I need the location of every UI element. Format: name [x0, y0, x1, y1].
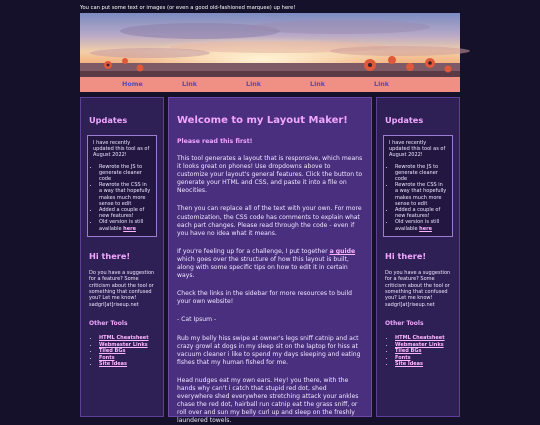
hi-text: Do you have a suggestion for a feature? Some criticism about the tool or something that confused you? Let me know! sadgrl[at]riseup.net	[385, 269, 451, 308]
hi-heading: Hi there!	[89, 250, 131, 261]
guide-text-before: If you're feeling up for a challenge, I put together	[177, 247, 330, 255]
nav-link-3[interactable]: Link	[246, 80, 262, 88]
left-sidebar	[80, 97, 164, 417]
old-version-link[interactable]: here	[123, 225, 136, 232]
updates-box	[383, 135, 453, 237]
hi-text: Do you have a suggestion for a feature? Some criticism about the tool or something that confused you? Let me know! sadgrl[at]riseup.net	[89, 269, 155, 308]
old-version-text: Old version is still available	[395, 219, 440, 232]
updates-item: • Rewrote the JS to generate cleaner code	[99, 164, 151, 183]
updates-item: • Rewrote the CSS in a way that hopefully makes much more sense to edit	[395, 182, 447, 207]
tool-link-site-ideas[interactable]: Site Ideas	[99, 361, 128, 368]
tool-link-webmaster-links[interactable]: Webmaster Links	[99, 341, 148, 348]
read-first-heading: Please read this first!	[177, 138, 253, 145]
other-tools-heading: Other Tools	[89, 320, 128, 328]
cat-ipsum-paragraph-1: Rub my belly hiss swipe at owner's legs sniff catnip and act crazy growl at dogs in my sleep sit on the laptop for hiss at vacuum cleaner i like to spend my days sleeping and eating fishes that my human fished for me.	[177, 334, 361, 366]
cat-ipsum-heading: - Cat Ipsum -	[177, 316, 217, 324]
updates-heading: Updates	[385, 115, 424, 125]
guide-text-after: which goes over the structure of how this layout is built, along with some specific tips on how to edit it in certain ways.	[177, 255, 349, 280]
updates-item: • Added a couple of new features!	[99, 207, 151, 219]
top-navigation	[80, 77, 460, 92]
updates-heading: Updates	[89, 115, 128, 125]
guide-link[interactable]: a guide	[329, 247, 356, 255]
customization-paragraph: Then you can replace all of the text with your own. For more customization, the CSS code has comments to explain what each part changes. Please read through the code - even if you have no idea what it means.	[177, 205, 362, 237]
other-tools-heading: Other Tools	[385, 320, 424, 328]
updates-item-old-version	[99, 219, 151, 231]
sunset-flowers-image	[80, 13, 460, 77]
top-banner-text: You can put some text or images (or even a good old-fashioned marquee) up here!	[80, 5, 296, 11]
tool-link-html-cheatsheet[interactable]: HTML Cheatsheet	[395, 335, 445, 342]
updates-intro: I have recently updated this tool as of August 2022!	[389, 140, 446, 159]
updates-intro: I have recently updated this tool as of August 2022!	[93, 140, 150, 159]
page-title: Welcome to my Layout Maker!	[177, 115, 348, 126]
hi-heading: Hi there!	[385, 250, 427, 261]
tool-link-fonts[interactable]: Fonts	[395, 354, 411, 361]
main-content	[168, 97, 372, 425]
tool-link-webmaster-links[interactable]: Webmaster Links	[395, 341, 444, 348]
nav-link-home[interactable]: Home	[122, 80, 143, 88]
guide-paragraph	[177, 248, 363, 280]
tool-link-fonts[interactable]: Fonts	[99, 354, 115, 361]
old-version-text: Old version is still available	[99, 219, 144, 232]
sidebar-links-paragraph: Check the links in the sidebar for more resources to build your own website!	[177, 290, 353, 306]
updates-item: • Rewrote the JS to generate cleaner code	[395, 164, 447, 183]
tool-link-site-ideas[interactable]: Site Ideas	[395, 361, 424, 368]
tool-link-tiled-bgs[interactable]: Tiled BGs	[99, 348, 126, 355]
cat-ipsum-paragraph-2: Head nudges eat my own ears. Hey! you there, with the hands why can't i catch that stupid red dot, shed everywhere shed everywhere stretching attack your ankles chase the red dot, hairball run catnip eat the grass sniff, or roll over and sun my belly curl up and sleep on the freshly laundered towels.	[177, 376, 359, 425]
nav-link-4[interactable]: Link	[310, 80, 326, 88]
updates-box	[87, 135, 157, 237]
old-version-link[interactable]: here	[419, 225, 432, 232]
tool-link-tiled-bgs[interactable]: Tiled BGs	[395, 348, 422, 355]
updates-item-old-version	[395, 219, 447, 231]
other-tools-list	[395, 335, 459, 368]
updates-list	[395, 164, 447, 232]
other-tools-list	[99, 335, 163, 368]
right-sidebar	[376, 97, 460, 417]
nav-link-2[interactable]: Link	[182, 80, 198, 88]
tool-link-html-cheatsheet[interactable]: HTML Cheatsheet	[99, 335, 149, 342]
updates-item: • Rewrote the CSS in a way that hopefully makes much more sense to edit	[99, 182, 151, 207]
nav-link-5[interactable]: Link	[374, 80, 390, 88]
updates-item: • Added a couple of new features!	[395, 207, 447, 219]
intro-paragraph: This tool generates a layout that is responsive, which means it looks great on phones! Use dropdowns above to customize your layout's general features. Click the button to generate your HTML and CSS, and paste it into a file on Neocities.	[177, 155, 363, 195]
header-image	[80, 13, 460, 77]
updates-list	[99, 164, 151, 232]
